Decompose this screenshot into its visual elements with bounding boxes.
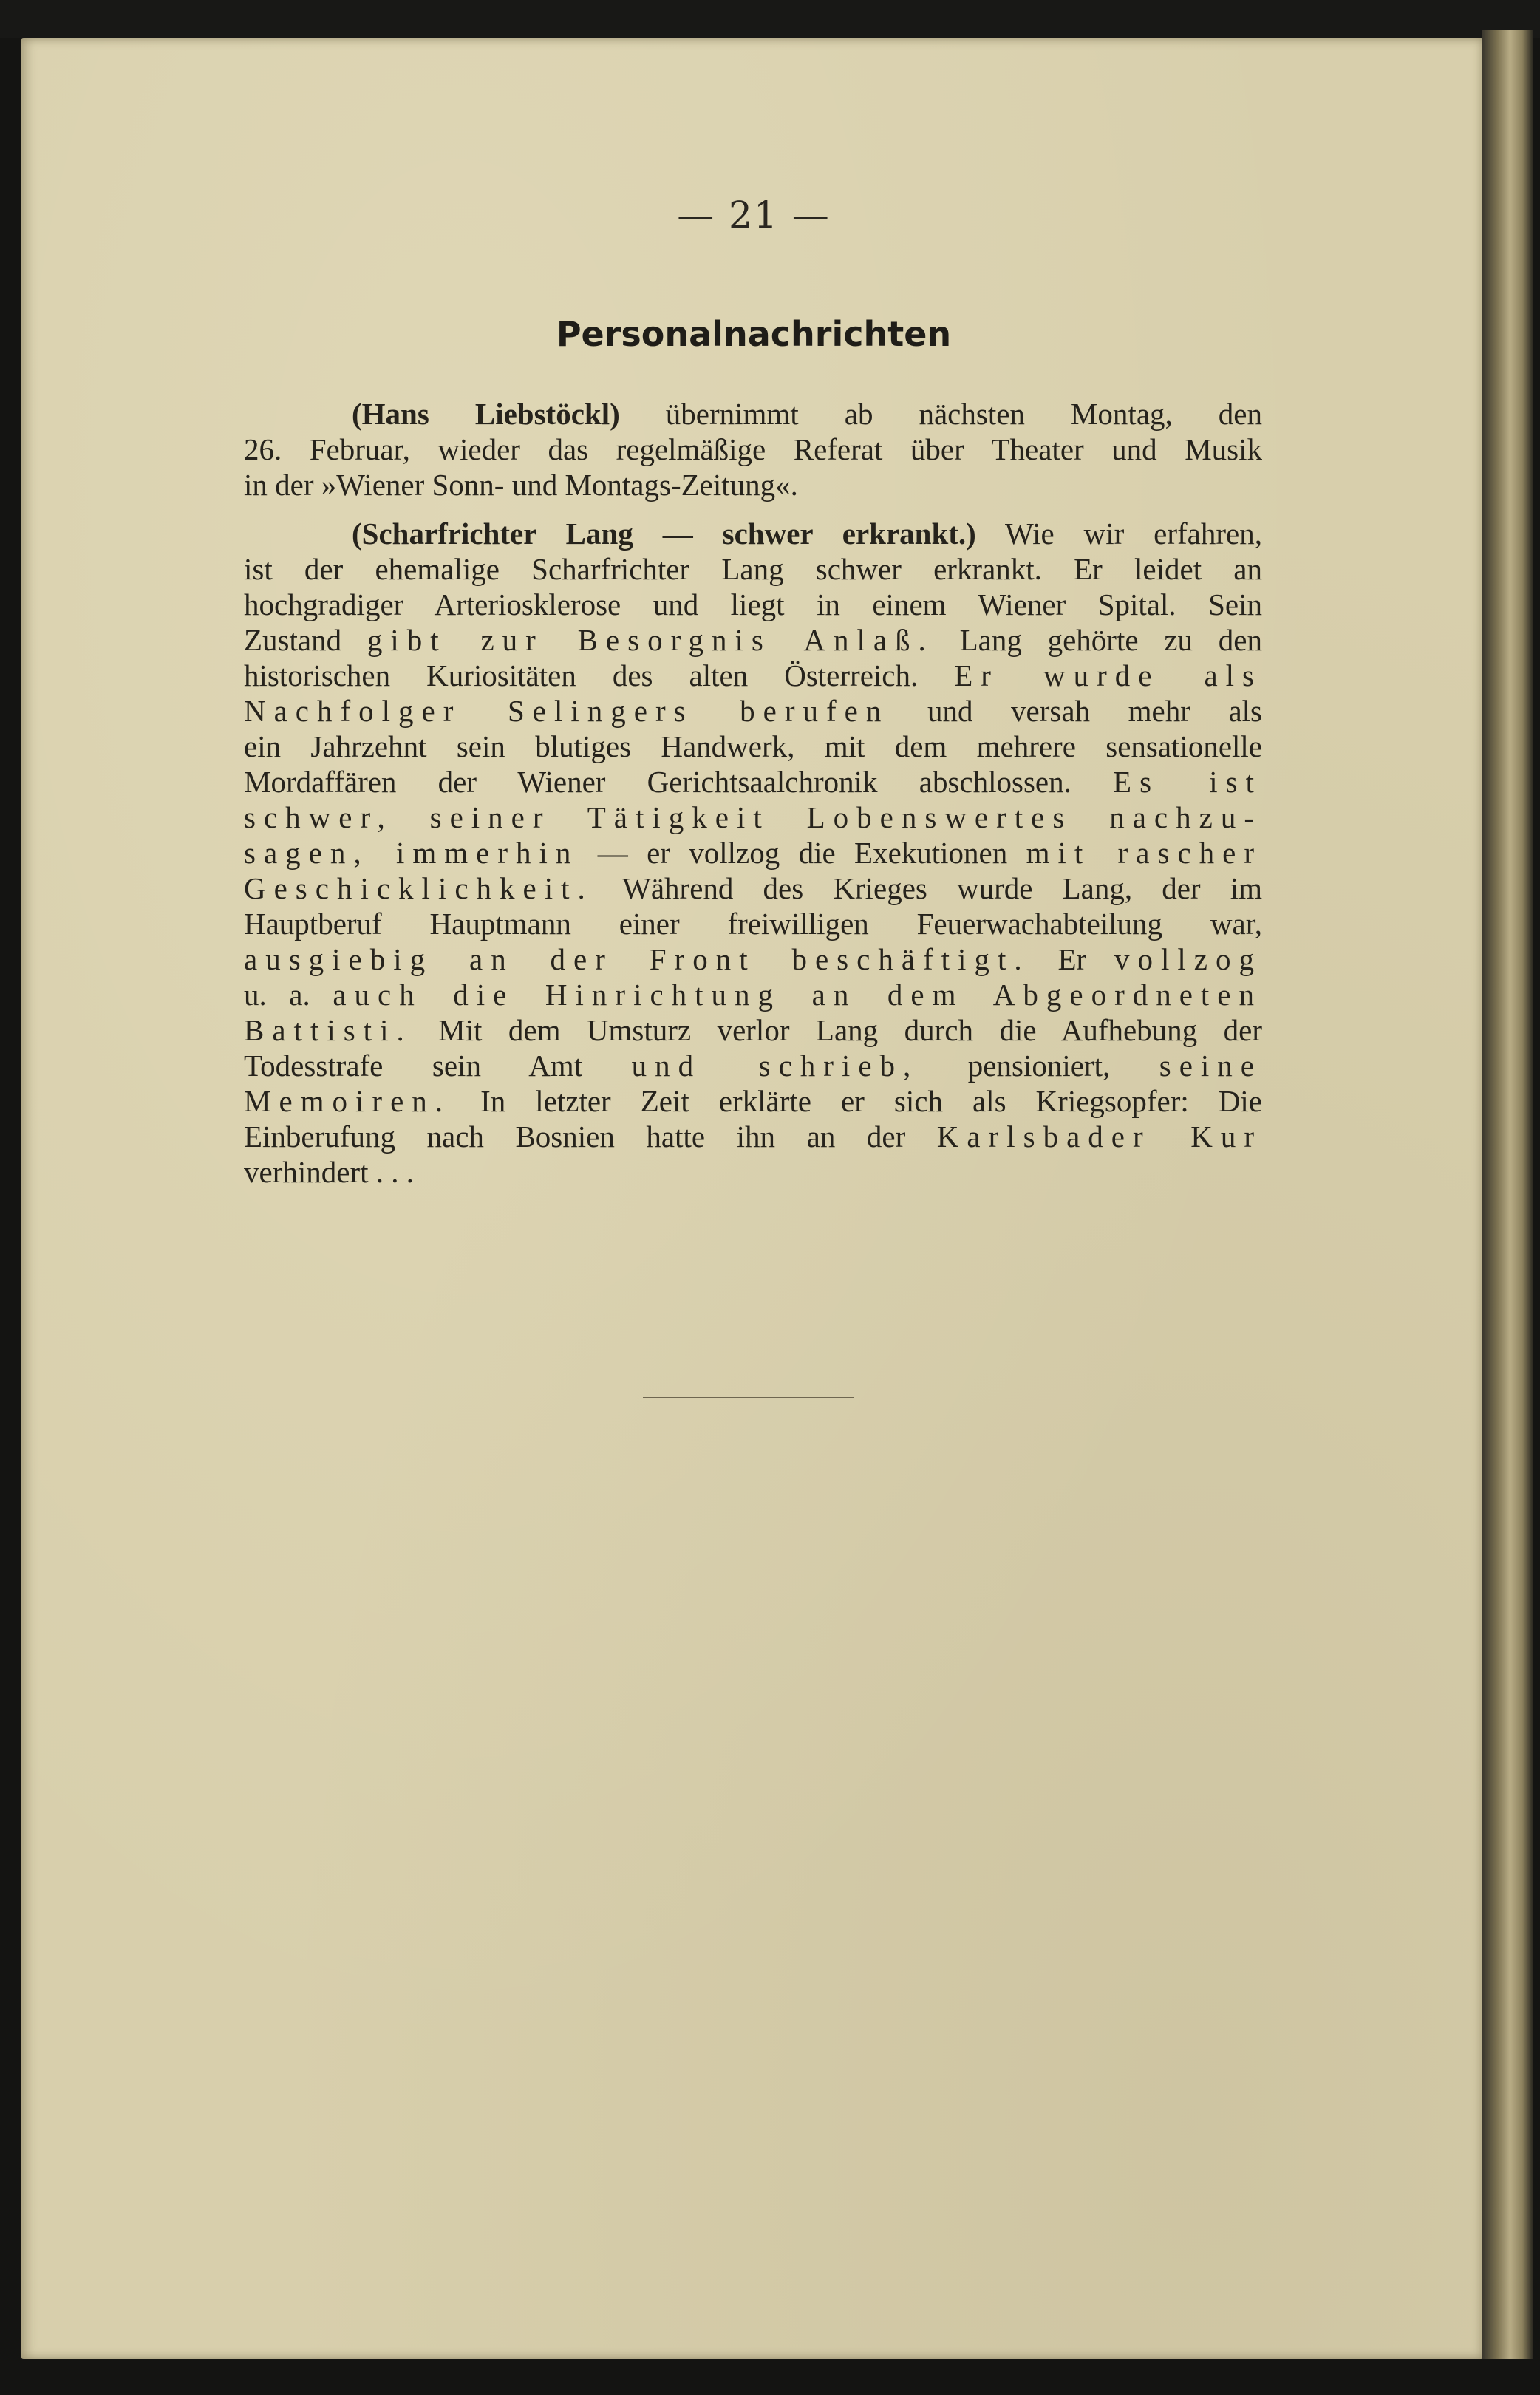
article2-spaced-text: schwer, seiner Tätigkeit Lobenswertes nachzu- (244, 800, 1262, 834)
article2-spaced-text: sagen, immerhin (244, 836, 579, 870)
article1-line: 26. Februar, wieder das regelmäßige Referat über Theater und Musik (244, 432, 1262, 466)
article2-line (244, 835, 1262, 871)
article2-spaced-text: Es ist (1113, 765, 1262, 799)
article1-line (244, 396, 1262, 432)
article2-text: — er vollzog die Exekutionen (579, 836, 1026, 870)
article2-spaced-text: auch die Hinrichtung an dem Abgeordneten (333, 978, 1262, 1012)
article2-spaced-text: seine (1159, 1049, 1262, 1083)
article2-line (244, 658, 1262, 693)
article2-spaced-text: ausgiebig an der Front beschäftigt. (244, 942, 1030, 976)
article2-line (244, 941, 1262, 977)
article2-text: Wie wir erfahren, (975, 517, 1262, 551)
article2-text: Mordaffären der Wiener Gerichtsaalchronik abschlossen. (244, 765, 1114, 799)
article2-text: Einberufung nach Bosnien hatte ihn an der (244, 1120, 937, 1154)
book-spine-edge (1482, 30, 1533, 2365)
article2-spaced-text: Geschicklichkeit. (244, 871, 593, 905)
article2-text: Zustand (244, 623, 367, 657)
article2-line (244, 1083, 1262, 1119)
article2-spaced-text: vollzog (1114, 942, 1262, 976)
page-number: — 21 — (677, 194, 831, 236)
article2-spaced-text: Memoiren. (244, 1084, 452, 1118)
article1-text: übernimmt ab nächsten Montag, den (619, 397, 1262, 431)
end-divider (643, 1397, 854, 1398)
article2-spaced-text: Er wurde als (954, 658, 1262, 692)
article2-line: hochgradiger Arteriosklerose und liegt in einem Wiener Spital. Sein (244, 587, 1262, 621)
article2-line (244, 1012, 1262, 1048)
article2-line (244, 800, 1262, 835)
article2-text: pensioniert, (919, 1049, 1159, 1083)
article2-line (244, 1119, 1262, 1154)
article2-spaced-text: Karlsbader Kur (936, 1120, 1262, 1154)
section-heading: Personalnachrichten (556, 314, 952, 354)
scan-top-border (0, 0, 1540, 38)
book-page (21, 38, 1482, 2359)
article2-spaced-text: und schrieb, (631, 1049, 919, 1083)
article2-text: historischen Kuriositäten des alten Österreich. (244, 658, 955, 692)
article2-line: ist der ehemalige Scharfrichter Lang schwer erkrankt. Er leidet an (244, 552, 1262, 586)
article2-text: Todesstrafe sein Amt (244, 1049, 632, 1083)
article1-line: in der »Wiener Sonn- und Montags-Zeitung«. (244, 468, 798, 502)
article2-line (244, 516, 1262, 551)
article2-text: Während des Krieges wurde Lang, der im (593, 871, 1262, 905)
article2-spaced-text: mit rascher (1026, 836, 1262, 870)
article2-line: Hauptberuf Hauptmann einer freiwilligen Feuerwachabteilung war, (244, 907, 1262, 941)
article2-text: u. a. (244, 978, 333, 1012)
article2-text: Er (1029, 942, 1115, 976)
article1-lead: (Hans Liebstöckl) (352, 397, 620, 431)
article2-text: In letzter Zeit erklärte er sich als Kriegsopfer: Die (451, 1084, 1262, 1118)
scan-bottom-border (0, 2359, 1540, 2395)
article2-text: Lang gehörte zu den (933, 623, 1262, 657)
article2-line (244, 871, 1262, 906)
article2-line (244, 764, 1262, 800)
article2-line (244, 1048, 1262, 1083)
article2-text: Mit dem Umsturz verlor Lang durch die Aufhebung der (412, 1013, 1262, 1047)
article2-spaced-text: Battisti. (244, 1013, 412, 1047)
article2-spaced-text: Nachfolger Selingers berufen (244, 694, 890, 728)
article2-line: ein Jahrzehnt sein blutiges Handwerk, mit dem mehrere sensationelle (244, 729, 1262, 763)
article2-line (244, 622, 1262, 658)
article2-spaced-text: gibt zur Besorgnis Anlaß. (367, 623, 934, 657)
article2-lead: (Scharfrichter Lang — schwer erkrankt.) (352, 517, 976, 551)
article2-line: verhindert . . . (244, 1155, 414, 1189)
article2-line (244, 977, 1262, 1012)
article2-line (244, 693, 1262, 729)
article2-text: und versah mehr als (889, 694, 1262, 728)
